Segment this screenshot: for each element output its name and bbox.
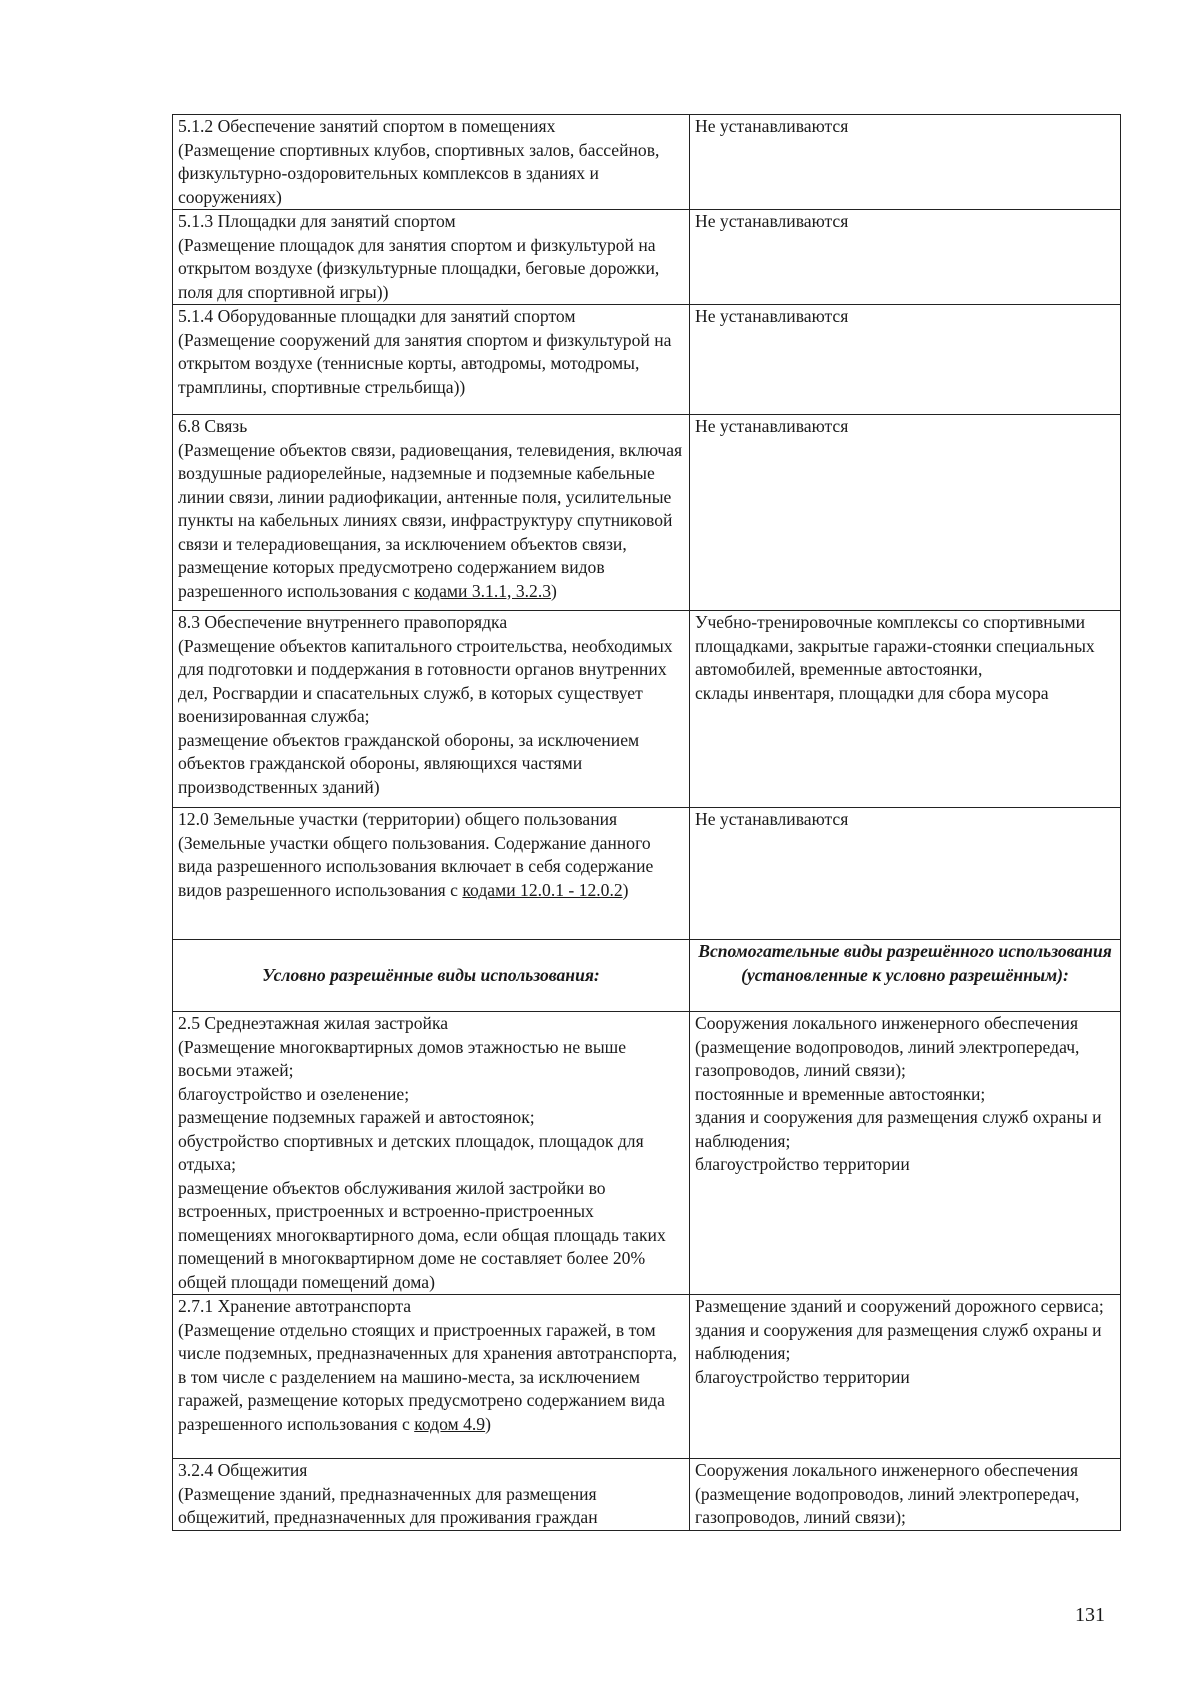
table-cell-use: 5.1.4 Оборудованные площадки для занятий спортом (Размещение сооружений для занятия спортом и физкультурой на открытом воздухе (теннисные корты, автодромы, мотодромы, трамплины, спортивные стрельбища)) (173, 305, 690, 415)
code-link[interactable]: кодами 12.0.1 - 12.0.2 (462, 879, 623, 900)
table-row (173, 415, 1121, 611)
code-link[interactable]: кодом 4.9 (414, 1413, 486, 1434)
table-cell-params: Учебно-тренировочные комплексы со спортивными площадками, закрытые гаражи-стоянки специальных автомобилей, временные автостоянки, склады инвентаря, площадки для сбора мусора (690, 611, 1121, 808)
table-row (173, 1295, 1121, 1459)
table-row (173, 210, 1121, 305)
section-header-conditional: Условно разрешённые виды использования: (173, 940, 690, 1012)
table-row (173, 808, 1121, 940)
table-cell-use: 5.1.3 Площадки для занятий спортом (Размещение площадок для занятия спортом и физкультурой на открытом воздухе (физкультурные площадки, беговые дорожки, поля для спортивной игры)) (173, 210, 690, 305)
zoning-table (172, 114, 1121, 1531)
table-cell-params: Сооружения локального инженерного обеспечения (размещение водопроводов, линий электропередач, газопроводов, линий связи); постоянные и временные автостоянки; здания и сооружения для размещения служб охраны и наблюдения; благоустройство территории (690, 1012, 1121, 1295)
cell-text: ) (485, 1413, 491, 1434)
table-row (173, 305, 1121, 415)
section-header-row (173, 940, 1121, 1012)
table-row (173, 1012, 1121, 1295)
table-cell-params: Не устанавливаются (690, 115, 1121, 210)
table-cell-params: Не устанавливаются (690, 808, 1121, 940)
cell-text: 2.7.1 Хранение автотранспорта (Размещение отдельно стоящих и пристроенных гаражей, в том числе подземных, предназначенных для хранения автотранспорта, в том числе с разделением на машино-места, за исключением гаражей, размещение которых предусмотрено содержанием вида разрешенного использования с (178, 1296, 678, 1434)
cell-text: 6.8 Связь (Размещение объектов связи, радиовещания, телевидения, включая воздушные радиорелейные, надземные и подземные кабельные линии связи, линии радиофикации, антенные поля, усилительные пункты на кабельных линиях связи, инфраструктуру спутниковой связи и телерадиовещания, за исключением объектов связи, размещение которых предусмотрено содержанием видов разрешенного использования с (178, 416, 683, 601)
cell-text: ) (622, 879, 629, 900)
cell-text: ) (551, 580, 557, 601)
table-row (173, 115, 1121, 210)
cell-text: 12.0 Земельные участки (территории) общего пользования (Земельные участки общего пользования. Содержание данного вида разрешенного использования включает в себя содержание видов разрешенного использования с (178, 809, 654, 900)
table-cell-use: 3.2.4 Общежития (Размещение зданий, предназначенных для размещения общежитий, предназначенных для проживания граждан (173, 1459, 690, 1531)
table-cell-use: 5.1.2 Обеспечение занятий спортом в помещениях (Размещение спортивных клубов, спортивных залов, бассейнов, физкультурно-оздоровительных комплексов в зданиях и сооружениях) (173, 115, 690, 210)
table-cell-params: Сооружения локального инженерного обеспечения (размещение водопроводов, линий электропередач, газопроводов, линий связи); (690, 1459, 1121, 1531)
table-row (173, 611, 1121, 808)
table-cell-use (173, 808, 690, 940)
table-cell-params: Не устанавливаются (690, 305, 1121, 415)
table-cell-use (173, 415, 690, 611)
table-cell-params: Размещение зданий и сооружений дорожного сервиса; здания и сооружения для размещения служб охраны и наблюдения; благоустройство территории (690, 1295, 1121, 1459)
table-cell-use: 8.3 Обеспечение внутреннего правопорядка (Размещение объектов капитального строительства, необходимых для подготовки и поддержания в готовности органов внутренних дел, Росгвардии и спасательных служб, в которых существует военизированная служба; размещение объектов гражданской обороны, за исключением объектов гражданской обороны, являющихся частями производственных зданий) (173, 611, 690, 808)
table-row (173, 1459, 1121, 1531)
table-cell-params: Не устанавливаются (690, 210, 1121, 305)
table-cell-use (173, 1295, 690, 1459)
table-cell-params: Не устанавливаются (690, 415, 1121, 611)
section-header-auxiliary: Вспомогательные виды разрешённого использования (установленные к условно разрешённым): (690, 940, 1121, 1012)
table-cell-use: 2.5 Среднеэтажная жилая застройка (Размещение многоквартирных домов этажностью не выше восьми этажей; благоустройство и озеленение; размещение подземных гаражей и автостоянок; обустройство спортивных и детских площадок, площадок для отдыха; размещение объектов обслуживания жилой застройки во встроенных, пристроенных и встроенно-пристроенных помещениях многоквартирного дома, если общая площадь таких помещений в многоквартирном доме не составляет более 20% общей площади помещений дома) (173, 1012, 690, 1295)
code-link[interactable]: кодами 3.1.1, 3.2.3 (414, 580, 552, 601)
page-number: 131 (1075, 1604, 1105, 1626)
